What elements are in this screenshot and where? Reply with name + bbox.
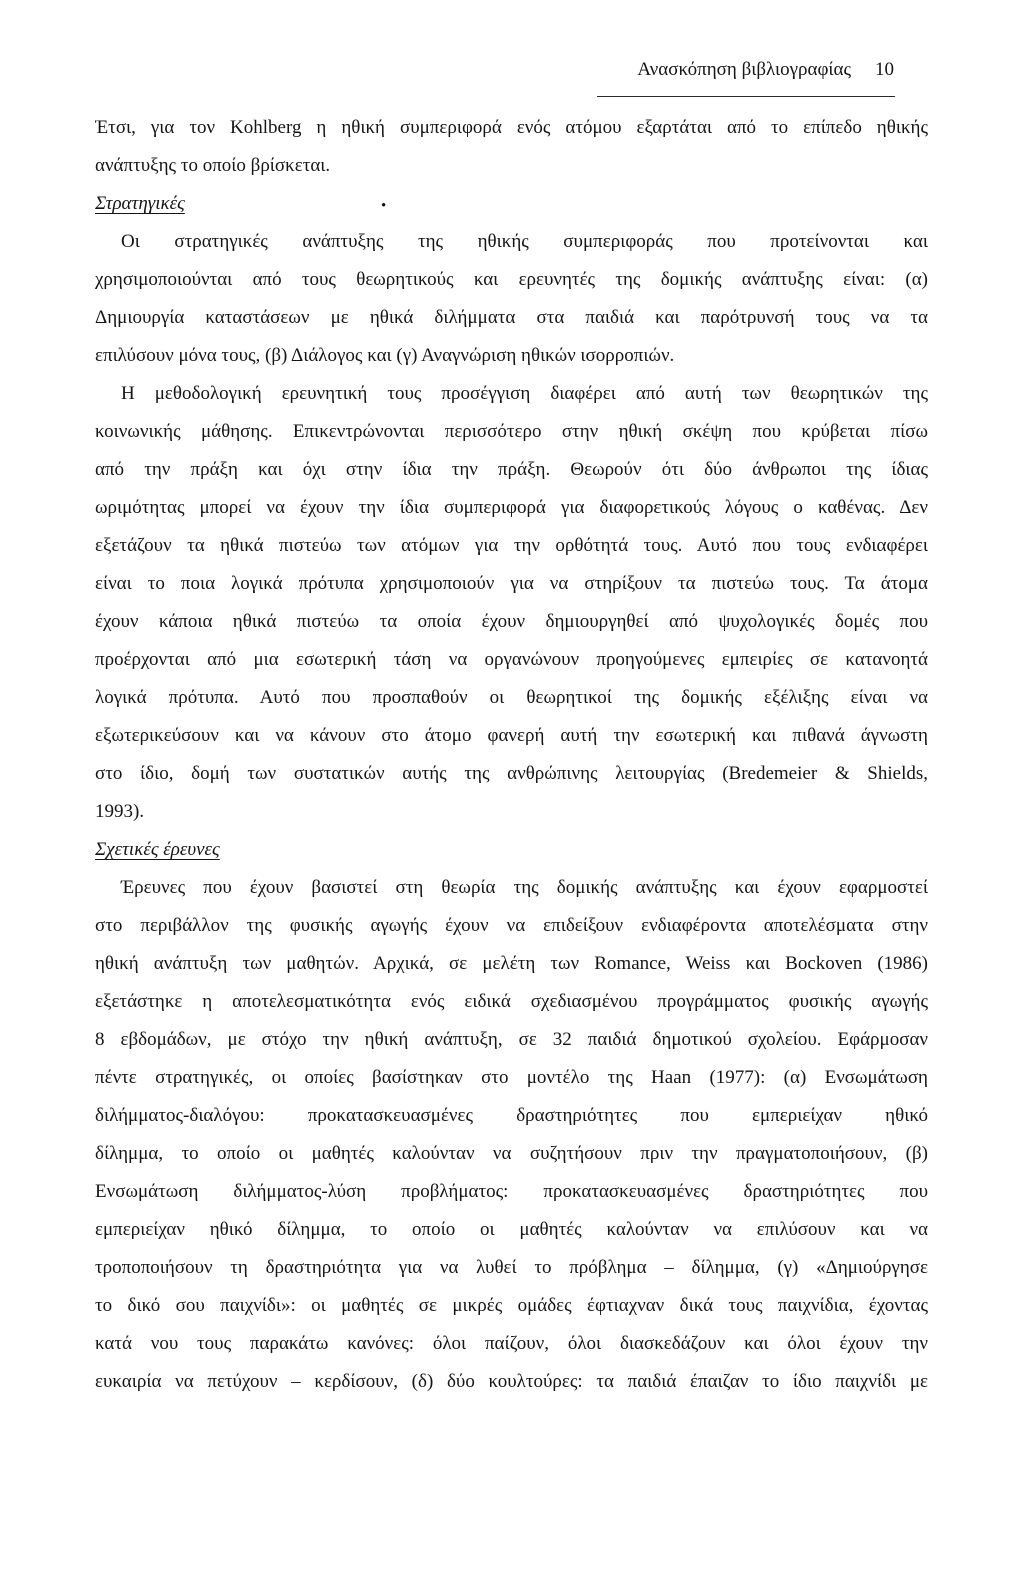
bullet-mark: • <box>381 198 387 214</box>
text-line: 8 εβδομάδων, με στόχο την ηθική ανάπτυξη, σε 32 παιδιά δημοτικού σχολείου. Εφάρμοσαν <box>95 1029 928 1050</box>
text-line: στο ίδιο, δομή των συστατικών αυτής της ανθρώπινης λειτουργίας (Bredemeier & Shields, <box>95 763 928 784</box>
text-line: 1993). <box>95 801 145 822</box>
text-line: προέρχονται από μια εσωτερική τάση να οργανώνουν προηγούμενες εμπειρίες σε κατανοητά <box>95 649 928 670</box>
text-line: τροποποιήσουν τη δραστηριότητα για να λυθεί το πρόβλημα – δίλημμα, (γ) «Δημιούργησε <box>95 1257 928 1278</box>
text-line: χρησιμοποιούνται από τους θεωρητικούς και ερευνητές της δομικής ανάπτυξης είναι: (α) <box>95 269 928 290</box>
page-number: 10 <box>875 59 894 80</box>
document-body <box>95 109 928 1401</box>
text-line: Δημιουργία καταστάσεων με ηθικά διλήμματα στα παιδιά και παρότρυνσή τους να τα <box>95 307 928 328</box>
text-line: είναι το ποια λογικά πρότυπα χρησιμοποιούν για να στηρίξουν τα πιστεύω τους. Τα άτομα <box>95 573 928 594</box>
text-line: Έρευνες που έχουν βασιστεί στη θεωρία της δομικής ανάπτυξης και έχουν εφαρμοστεί <box>121 877 928 898</box>
text-line: εμπεριείχαν ηθικό δίλημμα, το οποίο οι μαθητές καλούνταν να επιλύσουν και να <box>95 1219 928 1240</box>
text-line: το δικό σου παιχνίδι»: οι μαθητές σε μικρές ομάδες έφτιαχναν δικά τους παιχνίδια, έχοντας <box>95 1295 928 1316</box>
header-title: Ανασκόπηση βιβλιογραφίας <box>637 59 851 80</box>
text-line: Η μεθοδολογική ερευνητική τους προσέγγιση διαφέρει από αυτή των θεωρητικών της <box>121 383 928 404</box>
section-heading-related-research: Σχετικές έρευνες <box>95 839 220 860</box>
text-line: πέντε στρατηγικές, οι οποίες βασίστηκαν στο μοντέλο της Haan (1977): (α) Ενσωμάτωση <box>95 1067 928 1088</box>
text-line: Οι στρατηγικές ανάπτυξης της ηθικής συμπεριφοράς που προτείνονται και <box>121 231 928 252</box>
text-line: εξετάστηκε η αποτελεσματικότητα ενός ειδικά σχεδιασμένου προγράμματος φυσικής αγωγής <box>95 991 928 1012</box>
text-line: επιλύσουν μόνα τους, (β) Διάλογος και (γ) Αναγνώριση ηθικών ισορροπιών. <box>95 345 675 366</box>
text-line: Έτσι, για τον Kohlberg η ηθική συμπεριφορά ενός ατόμου εξαρτάται από το επίπεδο ηθικής <box>95 117 928 138</box>
text-line: δίλημμα, το οποίο οι μαθητές καλούνταν να συζητήσουν πριν την πραγματοποιήσουν, (β) <box>95 1143 928 1164</box>
text-line: ωριμότητας μπορεί να έχουν την ίδια συμπεριφορά για διαφορετικούς λόγους ο καθένας. Δεν <box>95 497 928 518</box>
text-line: εξετάζουν τα ηθικά πιστεύω των ατόμων για την ορθότητά τους. Αυτό που τους ενδιαφέρει <box>95 535 928 556</box>
text-line: ηθική ανάπτυξη των μαθητών. Αρχικά, σε μελέτη των Romance, Weiss και Bockoven (1986) <box>95 953 928 974</box>
text-line: Ενσωμάτωση διλήμματος-λύση προβλήματος: προκατασκευασμένες δραστηριότητες που <box>95 1181 928 1202</box>
header-rule <box>597 96 895 97</box>
text-line: λογικά πρότυπα. Αυτό που προσπαθούν οι θεωρητικοί της δομικής εξέλιξης είναι να <box>95 687 928 708</box>
section-heading-line <box>95 831 928 869</box>
text-line: εξωτερικεύσουν και να κάνουν στο άτομο φανερή αυτή την εσωτερική και πιθανά άγνωστη <box>95 725 928 746</box>
text-line: ευκαιρία να πετύχουν – κερδίσουν, (δ) δύο κουλτούρες: τα παιδιά έπαιζαν το ίδιο παιχνίδι με <box>95 1371 928 1392</box>
section-heading-strategies: Στρατηγικές <box>95 193 185 214</box>
text-line: κατά νου τους παρακάτω κανόνες: όλοι παίζουν, όλοι διασκεδάζουν και όλοι έχουν την <box>95 1333 928 1354</box>
text-line: έχουν κάποια ηθικά πιστεύω τα οποία έχουν δημιουργηθεί από ψυχολογικές δομές που <box>95 611 928 632</box>
section-heading-line <box>95 185 928 223</box>
text-line: από την πράξη και όχι στην ίδια την πράξη. Θεωρούν ότι δύο άνθρωποι της ίδιας <box>95 459 928 480</box>
running-header <box>637 58 894 82</box>
text-line: ανάπτυξης το οποίο βρίσκεται. <box>95 155 331 176</box>
text-line: στο περιβάλλον της φυσικής αγωγής έχουν να επιδείξουν ενδιαφέροντα αποτελέσματα στην <box>95 915 928 936</box>
text-line: διλήμματος-διαλόγου: προκατασκευασμένες δραστηριότητες που εμπεριείχαν ηθικό <box>95 1105 928 1126</box>
text-line: κοινωνικής μάθησης. Επικεντρώνονται περισσότερο στην ηθική σκέψη που κρύβεται πίσω <box>95 421 928 442</box>
